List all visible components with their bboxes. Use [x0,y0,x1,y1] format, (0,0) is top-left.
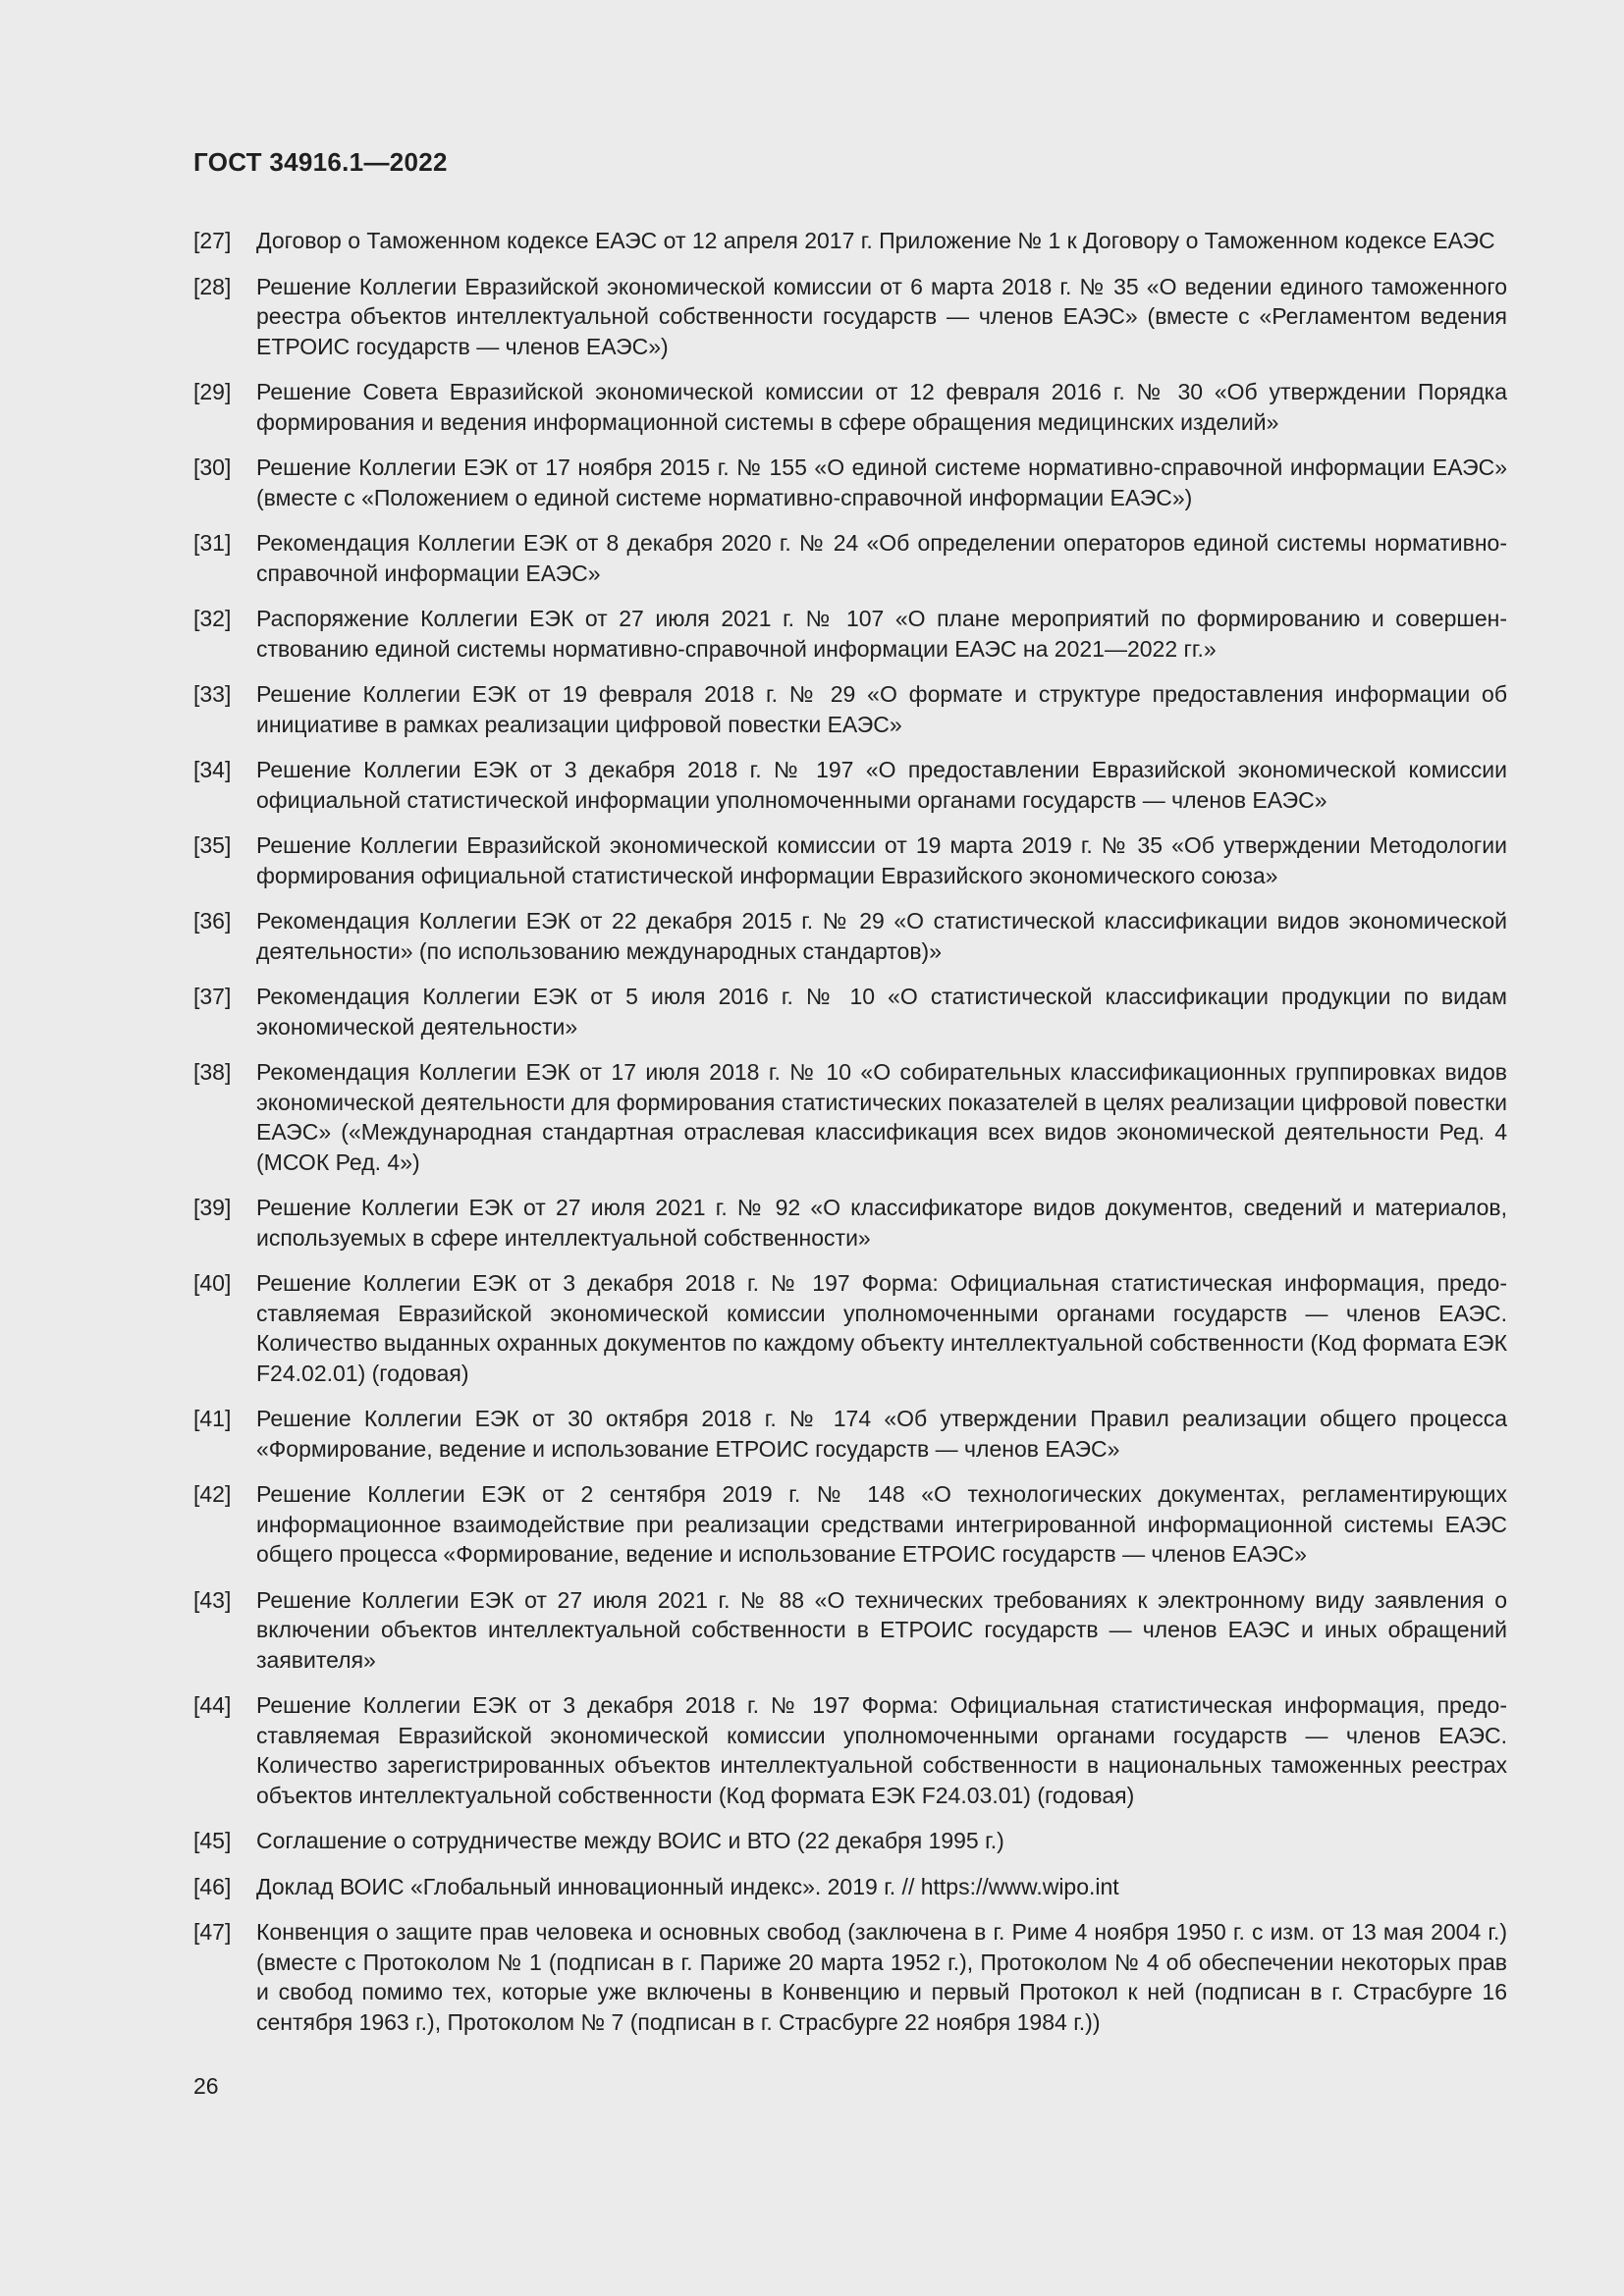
reference-text: Решение Коллегии ЕЭК от 30 октября 2018 г. № 174 «Об утверждении Правил реализации общего процесса «Формирование, ведение и использование ЕТРОИС государств — членов ЕАЭС» [256,1406,1507,1462]
reference-text: Рекомендация Коллегии ЕЭК от 22 декабря 2015 г. № 29 «О статистической классификации видов экономической деятельности» (по использованию международных стандартов)» [256,908,1507,964]
reference-item [193,755,1507,815]
reference-text: Решение Коллегии ЕЭК от 27 июля 2021 г. № 88 «О технических требованиях к электронному виду заявления о включении объектов интеллектуальной собственности в ЕТРОИС государств — членов ЕАЭС и иных обращений заявителя» [256,1586,1507,1673]
reference-item [193,1057,1507,1177]
reference-list [193,226,1507,2053]
reference-text: Рекомендация Коллегии ЕЭК от 17 июля 2018 г. № 10 «О собирательных классификационных группировках видов экономической деятельности для формирования статистических показателей в целях реализации цифровой повестки ЕАЭС» («Международная стандартная отраслевая классификация всех видов экономической деятельности Ред. 4 (МСОК Ред. 4») [256,1059,1507,1175]
reference-item [193,604,1507,664]
reference-number: [38] [193,1059,232,1085]
reference-item [193,1193,1507,1253]
reference-text: Решение Коллегии ЕЭК от 19 февраля 2018 г. № 29 «О формате и структуре предоставления информации об инициативе в рамках реализации цифровой повестки ЕАЭС» [256,681,1507,737]
reference-number: [28] [193,273,232,299]
reference-item [193,226,1507,256]
reference-text: Решение Коллегии ЕЭК от 27 июля 2021 г. № 92 «О классификаторе видов документов, сведений и материалов, используемых в сфере интеллектуальной собственности» [256,1195,1507,1251]
reference-text: Решение Коллегии ЕЭК от 17 ноября 2015 г. № 155 «О единой системе нормативно-справочной информации ЕАЭС» (вместе с «Положением о единой системе нормативно-справочной информации ЕАЭС») [256,454,1507,510]
reference-item [193,272,1507,362]
reference-text: Решение Коллегии Евразийской экономической комиссии от 19 марта 2019 г. № 35 «Об утверждении Методологии формирования официальной статистической информации Евразийского экономического союза» [256,832,1507,888]
reference-number: [31] [193,530,232,556]
reference-item [193,1479,1507,1570]
reference-text: Решение Коллегии ЕЭК от 3 декабря 2018 г. № 197 Форма: Официальная статистическая информация, предоставляемая Евразийской экономической комиссии уполномоченными органами государств — членов ЕАЭС. Количество выданных охранных документов по каждому объекту интеллектуальной собственности (Код формата ЕЭК F24.02.01) (годовая) [256,1270,1507,1386]
reference-item [193,982,1507,1041]
reference-item [193,1585,1507,1676]
reference-number: [30] [193,454,232,480]
reference-item [193,377,1507,437]
reference-text: Доклад ВОИС «Глобальный инновационный индекс». 2019 г. // https://www.wipo.int [256,1873,1119,1899]
reference-text: Распоряжение Коллегии ЕЭК от 27 июля 2021 г. № 107 «О плане мероприятий по формированию и совершенствованию единой системы нормативно-справочной информации ЕАЭС на 2021—2022 гг.» [256,606,1507,662]
reference-text: Решение Коллегии ЕЭК от 2 сентября 2019 г. № 148 «О технологических документах, регламентирующих информационное взаимодействие при реализации средствами интегрированной информационной системы ЕАЭС общего процесса «Формирование, ведение и использование ЕТРОИС государств — членов ЕАЭС» [256,1481,1507,1567]
reference-number: [29] [193,379,232,404]
reference-number: [39] [193,1195,232,1220]
reference-number: [35] [193,832,232,858]
reference-item [193,1268,1507,1388]
reference-number: [47] [193,1919,232,1945]
reference-number: [40] [193,1270,232,1296]
reference-text: Решение Совета Евразийской экономической комиссии от 12 февраля 2016 г. № 30 «Об утверждении Порядка формирования и ведения информационной системы в сфере обращения медицинских изделий» [256,379,1507,435]
reference-number: [42] [193,1481,232,1507]
page-number: 26 [193,2073,219,2099]
reference-number: [36] [193,908,232,934]
reference-number: [34] [193,757,232,782]
reference-item [193,1404,1507,1464]
reference-text: Решение Коллегии Евразийской экономической комиссии от 6 марта 2018 г. № 35 «О ведении единого таможенного реестра объектов интеллектуальной собственности государств — членов ЕАЭС» (вместе с «Регламентом ведения ЕТРОИС государств — членов ЕАЭС») [256,273,1507,359]
reference-number: [46] [193,1873,232,1899]
reference-item [193,679,1507,739]
reference-number: [27] [193,228,232,253]
reference-text: Решение Коллегии ЕЭК от 3 декабря 2018 г. № 197 Форма: Официальная статистическая информация, предоставляемая Евразийской экономической комиссии уполномоченными органами государств — членов ЕАЭС. Количество зарегистрированных объектов интеллектуальной собственности в национальных таможенных реестрах объектов интеллектуальной собственности (Код формата ЕЭК F24.03.01) (годовая) [256,1692,1507,1808]
reference-text: Решение Коллегии ЕЭК от 3 декабря 2018 г. № 197 «О предоставлении Евразийской экономической комиссии официальной статистической информации уполномоченными органами государств — членов ЕАЭС» [256,757,1507,813]
reference-text: Конвенция о защите прав человека и основных свобод (заключена в г. Риме 4 ноября 1950 г. с изм. от 13 мая 2004 г.) (вместе с Протоколом № 1 (подписан в г. Париже 20 марта 1952 г.), Протоколом № 4 об обеспечении некоторых прав и свобод помимо тех, которые уже включены в Конвенцию и первый Протокол к ней (подписан в г. Страсбурге 16 сентября 1963 г.), Протоколом № 7 (подписан в г. Страсбурге 22 ноября 1984 г.)) [256,1919,1507,2035]
reference-item [193,453,1507,512]
reference-item [193,830,1507,890]
reference-item [193,528,1507,588]
document-header: ГОСТ 34916.1—2022 [193,147,448,177]
reference-item [193,1872,1507,1902]
reference-text: Рекомендация Коллегии ЕЭК от 5 июля 2016 г. № 10 «О статистической классификации продукции по видам экономической деятельности» [256,984,1507,1040]
reference-item [193,906,1507,966]
reference-text: Рекомендация Коллегии ЕЭК от 8 декабря 2020 г. № 24 «Об определении операторов единой системы нормативно-справочной информации ЕАЭС» [256,530,1507,586]
reference-number: [32] [193,606,232,631]
reference-text: Договор о Таможенном кодексе ЕАЭС от 12 апреля 2017 г. Приложение № 1 к Договору о Таможенном кодексе ЕАЭС [256,228,1495,253]
reference-number: [41] [193,1406,232,1431]
reference-item [193,1917,1507,2037]
reference-number: [37] [193,984,232,1009]
reference-number: [33] [193,681,232,707]
reference-number: [43] [193,1586,232,1613]
reference-number: [44] [193,1692,232,1718]
reference-text: Соглашение о сотрудничестве между ВОИС и ВТО (22 декабря 1995 г.) [256,1828,1004,1853]
reference-number: [45] [193,1828,232,1853]
reference-item [193,1690,1507,1810]
reference-item [193,1826,1507,1856]
